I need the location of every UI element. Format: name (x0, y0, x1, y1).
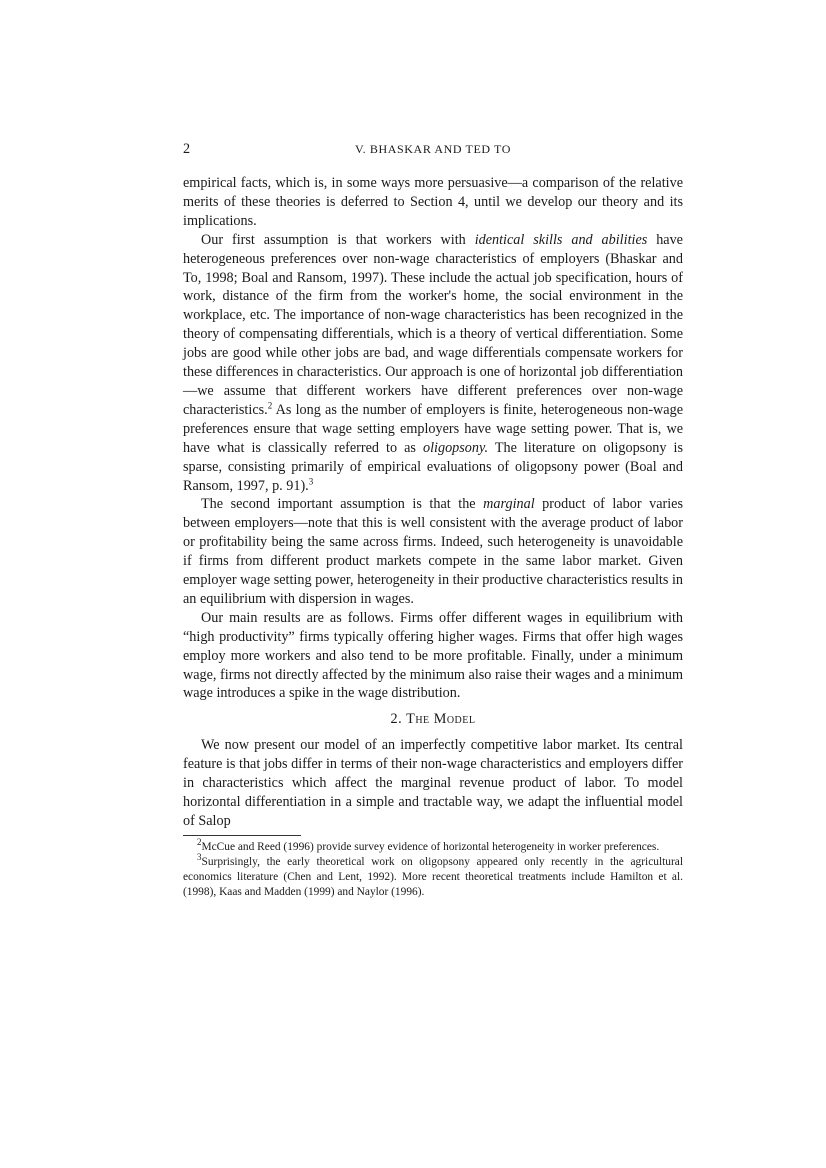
section-number: 2. (390, 711, 403, 728)
paper-page (183, 140, 683, 901)
emphasis-identical-skills: identical skills and abilities (474, 231, 648, 248)
paragraph-second-assumption: The second important assumption is that the marginal product of labor varies between employers—note that this is well consistent with the average product of labor or profitability being the same across firms. Indeed, such heterogeneity is unavoidable if firms from different product markets compete in the same labor market. Given employer wage setting power, heterogeneity in their productive characteristics results in an equilibrium with dispersion in wages. (183, 496, 683, 607)
emphasis-marginal: marginal (483, 496, 535, 513)
paragraph-continuation: empirical facts, which is, in some ways more persuasive—a comparison of the relative merits of these theories is deferred to Section 4, until we develop our theory and its implications. (183, 175, 683, 229)
footnote-rule (183, 835, 301, 836)
page-number: 2 (183, 141, 191, 157)
footnote-3: $^3$Surprisingly, the early theoretical work on oligopsony appeared only recently in the agricultural economics literature (Chen and Lent, 1992). More recent theoretical treatments include Hamilton et al. (1998), Kaas and Madden (1999) and Naylor (1996). (183, 852, 683, 899)
paragraph-first-assumption: Our first assumption is that workers with identical skills and abilities have heterogeneous preferences over non-wage characteristics of employers (Bhaskar and To, 1998; Boal and Ransom, 1997). These include the actual job specification, hours of work, distance of the firm from the worker's home, the social environment in the workplace, etc. The importance of non-wage characteristics has been recognized in the theory of compensating differentials, which is a theory of vertical differentiation. Some jobs are good while other jobs are bad, and wage differentials compensate workers for these differences in characteristics. Our approach is one of horizontal job differentiation—we assume that different workers have different preferences over non-wage characteristics.$^2$ As long as the number of employers is finite, heterogeneous non-wage preferences ensure that wage setting employers have wage setting power. That is, we have what is classically referred to as oligopsony. The literature on oligopsony is sparse, consisting primarily of empirical evaluations of oligopsony power (Boal and Ransom, 1997, p. 91).$^3$ (183, 231, 683, 494)
section-heading (183, 710, 683, 729)
footnotes (183, 835, 683, 901)
footnote-ref-3[interactable]: 3 (308, 475, 314, 486)
section-title: The Model (406, 711, 476, 728)
paragraph-main-results: Our main results are as follows. Firms offer different wages in equilibrium with “high productivity” firms typically offering higher wages. Firms that offer high wages employ more workers and also tend to be more profitable. Finally, under a minimum wage, firms not directly affected by the minimum also raise their wages and a minimum wage introduces a spike in the wage distribution. (183, 609, 683, 702)
paragraph-model-intro: We now present our model of an imperfectly competitive labor market. Its central feature is that jobs differ in terms of their non-wage characteristics and employers differ in characteristics which affect the marginal revenue product of labor. To model horizontal differentiation in a simple and tractable way, we adapt the influential model of Salop (183, 737, 683, 829)
footnote-mark-2: 2 (197, 837, 202, 848)
footnote-ref-2[interactable]: 2 (267, 400, 273, 411)
running-head: V. BHASKAR AND TED TO (354, 142, 512, 156)
page-header (183, 140, 683, 174)
emphasis-oligopsony: oligopsony. (423, 439, 489, 456)
footnote-mark-3: 3 (197, 852, 202, 863)
footnote-2: $^2$McCue and Reed (1996) provide survey evidence of horizontal heterogeneity in worker preferences. (197, 837, 660, 853)
